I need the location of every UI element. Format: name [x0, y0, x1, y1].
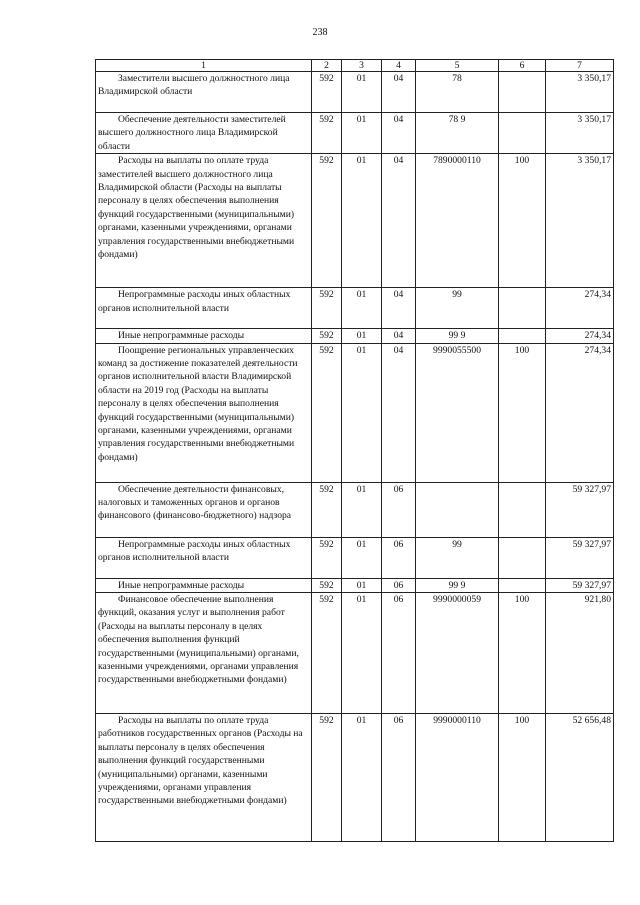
cell-code: 592: [312, 72, 342, 113]
cell-code: 592: [312, 154, 342, 288]
cell-subsection: 06: [382, 593, 416, 714]
cell-sum: 3 350,17: [546, 72, 614, 113]
cell-sum: 274,34: [546, 343, 614, 482]
cell-sum: 274,34: [546, 288, 614, 329]
cell-article: 9990055500: [416, 343, 499, 482]
cell-name: Иные непрограммные расходы: [96, 578, 312, 592]
table-body: [96, 72, 614, 842]
header-col-3: 3: [342, 60, 382, 72]
header-col-1: 1: [96, 60, 312, 72]
cell-name: Обеспечение деятельности финансовых, налоговых и таможенных органов и органов финансового (финансово-бюджетного) надзора: [96, 482, 312, 537]
cell-type: [499, 113, 546, 154]
cell-type: [499, 537, 546, 578]
cell-type: 100: [499, 593, 546, 714]
cell-section: 01: [342, 154, 382, 288]
cell-type: [499, 578, 546, 592]
cell-sum: 274,34: [546, 329, 614, 343]
table-row: [96, 288, 614, 329]
cell-article: 78 9: [416, 113, 499, 154]
cell-sum: 59 327,97: [546, 537, 614, 578]
cell-type: [499, 72, 546, 113]
cell-article: 7890000110: [416, 154, 499, 288]
cell-section: 01: [342, 482, 382, 537]
cell-type: [499, 329, 546, 343]
cell-article: 9990000059: [416, 593, 499, 714]
cell-name: Иные непрограммные расходы: [96, 329, 312, 343]
cell-type: [499, 482, 546, 537]
cell-subsection: 06: [382, 578, 416, 592]
header-col-6: 6: [499, 60, 546, 72]
table-row: [96, 72, 614, 113]
page-number: 238: [312, 27, 328, 38]
cell-article: 78: [416, 72, 499, 113]
cell-name: Заместители высшего должностного лица Владимирской области: [96, 72, 312, 113]
cell-subsection: 06: [382, 714, 416, 842]
cell-section: 01: [342, 593, 382, 714]
cell-code: 592: [312, 593, 342, 714]
cell-subsection: 06: [382, 537, 416, 578]
cell-name: Расходы на выплаты по оплате труда заместителей высшего должностного лица Владимирской области (Расходы на выплаты персоналу в целях обеспечения выполнения функций государственными (муниципальными) органами, казенными учреждениями, органами управления государственными внебюджетными фондами): [96, 154, 312, 288]
cell-section: 01: [342, 537, 382, 578]
cell-type: 100: [499, 343, 546, 482]
cell-sum: 52 656,48: [546, 714, 614, 842]
cell-name: Обеспечение деятельности заместителей высшего должностного лица Владимирской области: [96, 113, 312, 154]
cell-code: 592: [312, 482, 342, 537]
cell-article: 99 9: [416, 329, 499, 343]
header-col-4: 4: [382, 60, 416, 72]
table-header: [96, 60, 614, 72]
cell-name: Поощрение региональных управленческих команд за достижение показателей деятельности органов исполнительной власти Владимирской области на 2019 год (Расходы на выплаты персоналу в целях обеспечения выполнения функций государственными (муниципальными) органами, казенными учреждениями, органами управления государственными внебюджетными фондами): [96, 343, 312, 482]
cell-subsection: 04: [382, 288, 416, 329]
cell-type: 100: [499, 154, 546, 288]
cell-subsection: 04: [382, 329, 416, 343]
cell-section: 01: [342, 714, 382, 842]
table-row: [96, 593, 614, 714]
table-row: [96, 578, 614, 592]
header-col-2: 2: [312, 60, 342, 72]
cell-subsection: 06: [382, 482, 416, 537]
cell-name: Непрограммные расходы иных областных органов исполнительной власти: [96, 288, 312, 329]
table-row: [96, 714, 614, 842]
table-row: [96, 154, 614, 288]
table-row: [96, 482, 614, 537]
cell-code: 592: [312, 537, 342, 578]
cell-name: Финансовое обеспечение выполнения функций, оказания услуг и выполнения работ (Расходы на выплаты персоналу в целях обеспечения выполнения функций государственными (муниципальными) органами, казенными учреждениями, органами управления государственными внебюджетными фондами): [96, 593, 312, 714]
table-row: [96, 343, 614, 482]
cell-code: 592: [312, 329, 342, 343]
cell-sum: 921,80: [546, 593, 614, 714]
cell-name: Непрограммные расходы иных областных органов исполнительной власти: [96, 537, 312, 578]
cell-section: 01: [342, 288, 382, 329]
header-col-5: 5: [416, 60, 499, 72]
cell-sum: 3 350,17: [546, 154, 614, 288]
cell-subsection: 04: [382, 72, 416, 113]
cell-code: 592: [312, 343, 342, 482]
cell-type: 100: [499, 714, 546, 842]
cell-code: 592: [312, 714, 342, 842]
cell-subsection: 04: [382, 113, 416, 154]
table-row: [96, 329, 614, 343]
cell-article: 99: [416, 288, 499, 329]
header-col-7: 7: [546, 60, 614, 72]
cell-sum: 3 350,17: [546, 113, 614, 154]
cell-section: 01: [342, 578, 382, 592]
cell-subsection: 04: [382, 154, 416, 288]
cell-name: Расходы на выплаты по оплате труда работников государственных органов (Расходы на выплаты персоналу в целях обеспечения выполнения функций государственными (муниципальными) органами, казенными учреждениями, органами управления государственными внебюджетными фондами): [96, 714, 312, 842]
table-row: [96, 537, 614, 578]
cell-code: 592: [312, 578, 342, 592]
cell-code: 592: [312, 113, 342, 154]
cell-sum: 59 327,97: [546, 578, 614, 592]
cell-article: 99: [416, 537, 499, 578]
cell-section: 01: [342, 72, 382, 113]
cell-type: [499, 288, 546, 329]
cell-section: 01: [342, 329, 382, 343]
table-row: [96, 113, 614, 154]
cell-section: 01: [342, 343, 382, 482]
cell-subsection: 04: [382, 343, 416, 482]
budget-table: [95, 59, 614, 842]
cell-section: 01: [342, 113, 382, 154]
cell-code: 592: [312, 288, 342, 329]
cell-article: [416, 482, 499, 537]
cell-article: 99 9: [416, 578, 499, 592]
cell-article: 9990000110: [416, 714, 499, 842]
cell-sum: 59 327,97: [546, 482, 614, 537]
